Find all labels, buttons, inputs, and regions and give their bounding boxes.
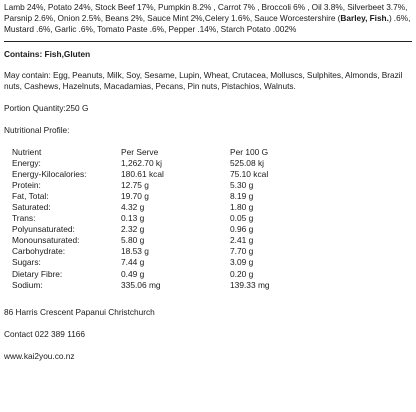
per-100g-value: 0.96 g (230, 224, 254, 235)
nutrient-name: Saturated: (12, 201, 51, 212)
nutrient-name: Polyunsaturated: (12, 224, 75, 235)
per-serve-value: 5.80 g (121, 235, 145, 246)
table-row (12, 224, 330, 235)
allergen-contains: Contains: Fish,Gluten (4, 48, 91, 59)
per-serve-value: 0.13 g (121, 213, 145, 224)
divider (4, 41, 412, 42)
per-100g-value: 5.30 g (230, 179, 254, 190)
per-serve-value: 180.61 kcal (121, 168, 164, 179)
nutrient-name: Fat, Total: (12, 190, 49, 201)
table-row (12, 280, 330, 291)
ingredients-allergen-highlight: Barley, Fish. (340, 12, 389, 23)
nutrient-name: Protein: (12, 179, 41, 190)
per-100g-value: 0.05 g (230, 213, 254, 224)
table-row (12, 235, 330, 246)
nutrition-table (12, 147, 330, 291)
per-serve-value: 0.49 g (121, 268, 145, 279)
per-serve-value: 335.06 mg (121, 279, 161, 290)
table-row (12, 180, 330, 191)
per-100g-value: 139.33 mg (230, 279, 270, 290)
per-serve-value: 12.75 g (121, 179, 149, 190)
per-100g-value: 75.10 kcal (230, 168, 269, 179)
table-row (12, 169, 330, 180)
ingredients-list (4, 2, 412, 35)
per-serve-value: 19.70 g (121, 190, 149, 201)
table-row (12, 191, 330, 202)
column-header-nutrient: Nutrient (12, 146, 42, 157)
per-serve-value: 4.32 g (121, 201, 145, 212)
table-row (12, 213, 330, 224)
per-serve-value: 18.53 g (121, 246, 149, 257)
table-row (12, 257, 330, 268)
nutrition-header-row (12, 147, 330, 158)
per-serve-value: 2.32 g (121, 224, 145, 235)
address: 86 Harris Crescent Papanui Christchurch (4, 306, 155, 317)
per-100g-value: 2.41 g (230, 235, 254, 246)
nutrition-rows (12, 158, 330, 291)
product-label (4, 2, 412, 373)
per-serve-value: 7.44 g (121, 257, 145, 268)
ingredients-text-part: ) .6%, Mustard .6%, Garlic .6%, Tomato Paste .6%, Pepper .14%, Starch Potato .002% (4, 12, 411, 34)
nutrient-name: Sugars: (12, 257, 41, 268)
nutritional-profile-title: Nutritional Profile: (4, 124, 70, 135)
nutrient-name: Energy: (12, 157, 41, 168)
table-row (12, 269, 330, 280)
column-header-per-serve: Per Serve (121, 146, 159, 157)
table-row (12, 202, 330, 213)
nutrient-name: Carbohydrate: (12, 246, 66, 257)
per-serve-value: 1,262.70 kj (121, 157, 162, 168)
nutrient-name: Trans: (12, 213, 36, 224)
may-contain: May contain: Egg, Peanuts, Milk, Soy, Sesame, Lupin, Wheat, Crutacea, Molluscs, Sulphites, Almonds, Brazil nuts, Cashews, Hazelnuts, Macadamias, Pecans, Pin nuts, Pistachios, Walnuts. (4, 69, 403, 91)
table-row (12, 158, 330, 169)
per-100g-value: 0.20 g (230, 268, 254, 279)
contact-phone: Contact 022 389 1166 (4, 328, 86, 339)
portion-quantity: Portion Quantity:250 G (4, 102, 89, 113)
nutrient-name: Dietary Fibre: (12, 268, 63, 279)
per-100g-value: 1.80 g (230, 201, 254, 212)
column-header-per-100g: Per 100 G (230, 146, 269, 157)
per-100g-value: 525.08 kj (230, 157, 264, 168)
per-100g-value: 7.70 g (230, 246, 254, 257)
ingredients-text-part: Lamb 24%, Potato 24%, Stock Beef 17%, Pumpkin 8.2% , Carrot 7% , Broccoli 6% , Oil 3.8%, Silverbeet 3.7%, Parsnip 2.6%, Onion 2.5%, Beans 2%, Sauce Mint 2%,Celery 1.6%, Sauce Worcestershire ( (4, 2, 408, 23)
per-100g-value: 8.19 g (230, 190, 254, 201)
nutrient-name: Energy-Kilocalories: (12, 168, 87, 179)
nutrient-name: Sodium: (12, 279, 43, 290)
website-link[interactable]: www.kai2you.co.nz (4, 350, 75, 361)
table-row (12, 246, 330, 257)
nutrient-name: Monounsaturated: (12, 235, 80, 246)
per-100g-value: 3.09 g (230, 257, 254, 268)
